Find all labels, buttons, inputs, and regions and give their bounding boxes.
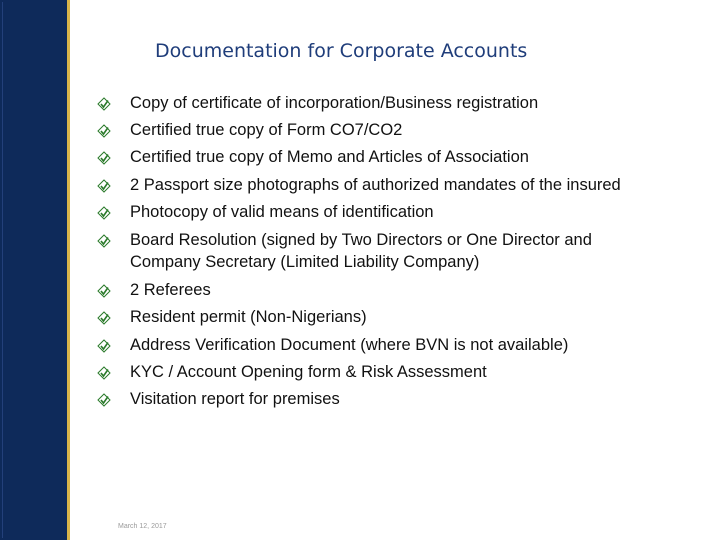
checkmark-bullet-icon xyxy=(97,97,111,111)
checkmark-bullet-icon xyxy=(97,339,111,353)
checkmark-bullet-icon xyxy=(97,393,111,407)
checkmark-bullet-icon xyxy=(97,284,111,298)
list-item-text: 2 Referees xyxy=(130,281,211,299)
checkmark-bullet-icon xyxy=(97,206,111,220)
slide-sidebar xyxy=(0,0,70,540)
list-item-text: Certified true copy of Memo and Articles of Association xyxy=(130,148,529,166)
checkmark-bullet-icon xyxy=(97,311,111,325)
list-item-text: Visitation report for premises xyxy=(130,390,340,408)
sidebar-inner-border xyxy=(2,2,65,538)
checkmark-bullet-icon xyxy=(97,179,111,193)
checkmark-bullet-icon xyxy=(97,151,111,165)
checkmark-bullet-icon xyxy=(97,124,111,138)
list-item-text: Resident permit (Non-Nigerians) xyxy=(130,308,367,326)
checkmark-bullet-icon xyxy=(97,234,111,248)
list-item-text: Certified true copy of Form CO7/CO2 xyxy=(130,121,403,139)
slide-title: Documentation for Corporate Accounts xyxy=(155,40,528,62)
list-item-text: Address Verification Document (where BVN is not available) xyxy=(130,336,569,354)
footer-date: March 12, 2017 xyxy=(118,523,167,530)
list-item-text: 2 Passport size photographs of authorized mandates of the insured xyxy=(130,176,621,194)
checkmark-bullet-icon xyxy=(97,366,111,380)
list-item-text: Photocopy of valid means of identification xyxy=(130,203,434,221)
list-item-text: Board Resolution (signed by Two Directors or One Director and Company Secretary (Limited Liability Company) xyxy=(130,231,592,271)
list-item-text: KYC / Account Opening form & Risk Assessment xyxy=(130,363,487,381)
list-item-text: Copy of certificate of incorporation/Business registration xyxy=(130,94,539,112)
